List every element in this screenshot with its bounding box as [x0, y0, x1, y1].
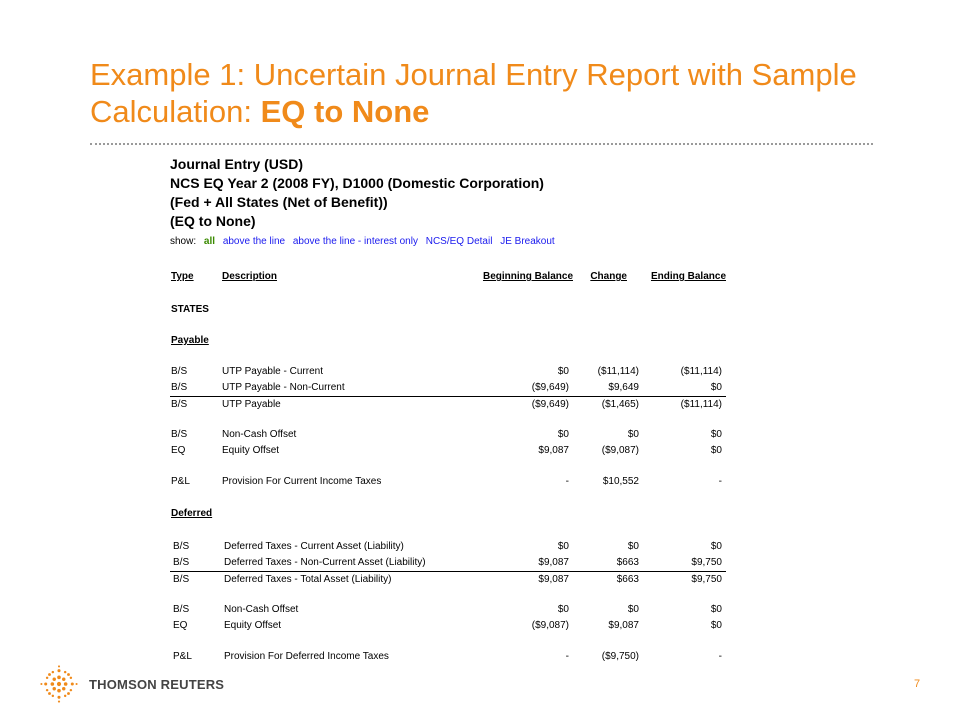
show-option-je-breakout[interactable]: JE Breakout: [500, 236, 555, 247]
row-description: UTP Payable: [222, 399, 281, 410]
row-type: B/S: [173, 541, 190, 552]
row-ending-balance: ($11,114): [680, 366, 722, 377]
table-row: [170, 555, 726, 570]
row-type: B/S: [171, 366, 188, 377]
row-change: $663: [616, 574, 639, 585]
row-type: B/S: [171, 382, 188, 393]
row-beginning-balance: ($9,087): [531, 620, 569, 631]
row-change: $9,649: [608, 382, 639, 393]
show-option-all[interactable]: all: [203, 236, 216, 247]
row-description: Deferred Taxes - Current Asset (Liability): [224, 541, 404, 552]
brand-name: THOMSON REUTERS: [89, 677, 225, 692]
row-beginning-balance: $0: [557, 604, 569, 615]
row-description: UTP Payable - Current: [222, 366, 323, 377]
row-description: UTP Payable - Non-Current: [222, 382, 345, 393]
row-ending-balance: -: [718, 476, 722, 487]
column-header-beginning-balance: Beginning Balance: [482, 271, 573, 282]
row-description: Equity Offset: [224, 620, 282, 631]
column-header-type: Type: [171, 271, 194, 282]
row-ending-balance: ($11,114): [680, 399, 722, 410]
show-filter-bar: [170, 236, 560, 247]
row-type: B/S: [171, 399, 188, 410]
row-type: EQ: [173, 620, 188, 631]
row-change: $663: [616, 557, 639, 568]
page-number: 7: [914, 678, 921, 690]
table-row: [170, 474, 726, 489]
row-type: P&L: [171, 476, 190, 487]
row-type: P&L: [173, 651, 192, 662]
subsection-deferred: Deferred: [171, 508, 213, 519]
row-change: ($9,750): [601, 651, 639, 662]
row-change: $9,087: [608, 620, 639, 631]
row-beginning-balance: $0: [557, 429, 569, 440]
subsection-payable: Payable: [171, 335, 209, 346]
row-ending-balance: $0: [710, 445, 722, 456]
show-option-above-the-line[interactable]: above the line: [222, 236, 286, 247]
row-beginning-balance: $9,087: [538, 557, 569, 568]
row-description: Non-Cash Offset: [224, 604, 299, 615]
slide-title-emphasis: EQ to None: [260, 94, 430, 129]
row-type: EQ: [171, 445, 186, 456]
row-beginning-balance: ($9,649): [531, 382, 569, 393]
table-row-total: [170, 571, 726, 587]
row-change: $0: [627, 429, 639, 440]
table-row: [170, 602, 726, 617]
table-row: [170, 443, 726, 458]
report-subtitle-scenario: (EQ to None): [170, 213, 256, 229]
row-change: $0: [627, 604, 639, 615]
show-option-above-the-line-interest[interactable]: above the line - interest only: [292, 236, 418, 247]
row-description: Deferred Taxes - Non-Current Asset (Liability): [224, 557, 426, 568]
row-ending-balance: $0: [710, 604, 722, 615]
row-beginning-balance: $9,087: [538, 445, 569, 456]
column-header-description: Description: [222, 271, 278, 282]
row-description: Deferred Taxes - Total Asset (Liability): [224, 574, 392, 585]
journal-entry-report: [170, 155, 730, 662]
column-header-change: Change: [590, 271, 627, 282]
row-type: B/S: [171, 429, 188, 440]
row-ending-balance: $9,750: [691, 557, 722, 568]
row-ending-balance: -: [718, 651, 722, 662]
row-change: ($11,114): [597, 366, 639, 377]
show-label: show:: [170, 236, 197, 247]
row-beginning-balance: -: [565, 476, 569, 487]
report-title: Journal Entry (USD): [170, 156, 304, 172]
row-change: ($1,465): [601, 399, 639, 410]
row-beginning-balance: -: [565, 651, 569, 662]
row-beginning-balance: $0: [557, 366, 569, 377]
row-ending-balance: $0: [710, 541, 722, 552]
table-row: [170, 649, 726, 664]
row-type: B/S: [173, 604, 190, 615]
table-row-total: [170, 396, 726, 412]
row-type: B/S: [173, 574, 190, 585]
table-row: [170, 618, 726, 633]
slide-title: [90, 56, 890, 130]
row-ending-balance: $9,750: [691, 574, 722, 585]
row-beginning-balance: ($9,649): [531, 399, 569, 410]
column-header-ending-balance: Ending Balance: [650, 271, 726, 282]
row-ending-balance: $0: [710, 620, 722, 631]
row-ending-balance: $0: [710, 429, 722, 440]
show-option-ncs-eq-detail[interactable]: NCS/EQ Detail: [425, 236, 493, 247]
thomson-reuters-logo-icon: [40, 665, 78, 703]
row-description: Provision For Deferred Income Taxes: [224, 651, 389, 662]
section-states: STATES: [171, 304, 209, 315]
table-row: [170, 539, 726, 554]
row-ending-balance: $0: [710, 382, 722, 393]
row-type: B/S: [173, 557, 190, 568]
title-divider: [90, 143, 873, 145]
table-row: [170, 364, 726, 379]
slide-title-text: Example 1: Uncertain Journal Entry Report with Sample Calculation:: [90, 57, 857, 129]
row-description: Provision For Current Income Taxes: [222, 476, 382, 487]
row-change: $0: [627, 541, 639, 552]
row-description: Non-Cash Offset: [222, 429, 297, 440]
report-subtitle-scope: (Fed + All States (Net of Benefit)): [170, 194, 388, 210]
table-row: [170, 427, 726, 442]
row-change: $10,552: [602, 476, 639, 487]
report-subtitle-entity: NCS EQ Year 2 (2008 FY), D1000 (Domestic Corporation): [170, 175, 544, 191]
row-beginning-balance: $0: [557, 541, 569, 552]
row-description: Equity Offset: [222, 445, 280, 456]
table-row: [170, 380, 726, 395]
row-change: ($9,087): [601, 445, 639, 456]
row-beginning-balance: $9,087: [538, 574, 569, 585]
